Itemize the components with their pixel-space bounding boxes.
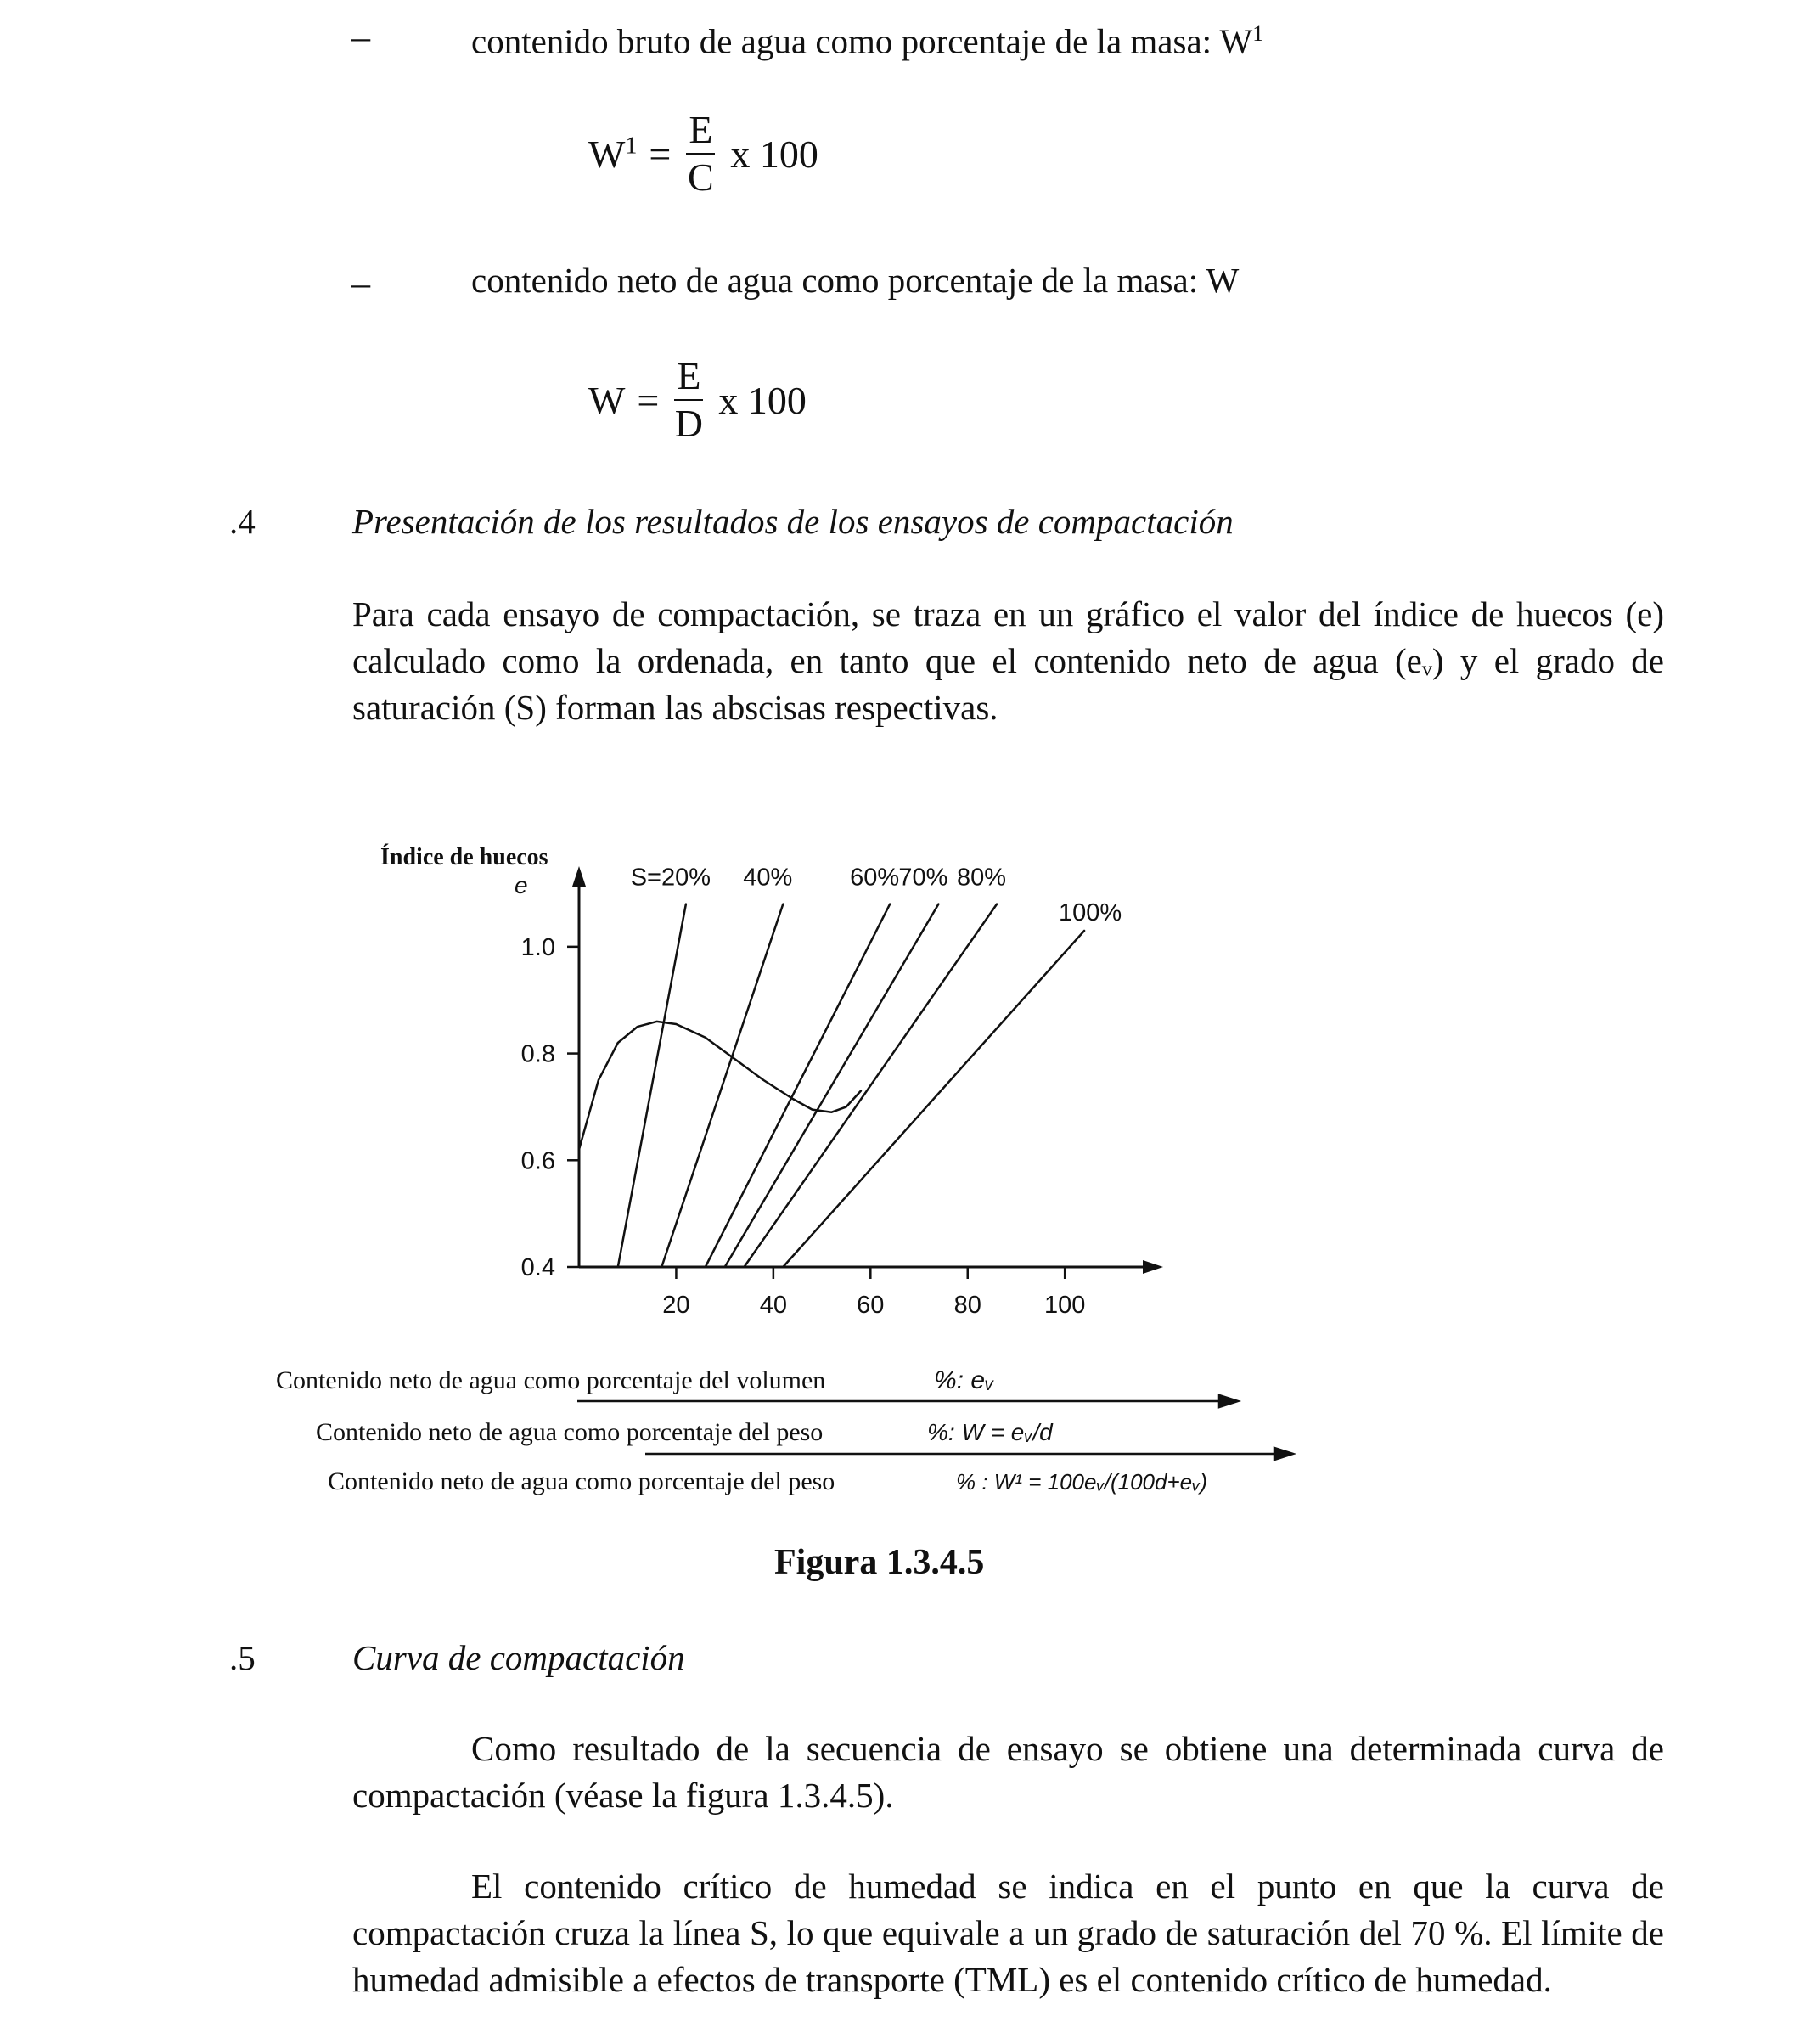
section-paragraph: El contenido crítico de humedad se indica en el punto en que la curva de compactación cruza la línea S, lo que equivale a un grado de saturación del 70 %. El límite de humedad admisible a efectos de transporte (TML) es el contenido crítico de humedad. — [352, 1867, 1664, 1999]
saturation-line-label: 80% — [957, 864, 1007, 892]
saturation-line — [783, 931, 1084, 1267]
saturation-line-label: 100% — [1059, 899, 1122, 926]
section-number: .5 — [229, 1638, 256, 1677]
axis-formula-weight: %: W = eᵥ/d — [927, 1419, 1053, 1445]
axis-legend-arrows — [0, 1350, 1805, 1512]
list-item — [471, 10, 1263, 65]
section-title: Presentación de los resultados de los ensayos de compactación — [352, 502, 1234, 541]
x-tick-label: 60 — [857, 1292, 885, 1319]
formula-sup: 1 — [625, 132, 638, 160]
x-tick-label: 100 — [1043, 1292, 1086, 1319]
saturation-line — [706, 904, 890, 1267]
y-axis-title: Índice de huecos — [380, 844, 548, 870]
section-paragraph: Como resultado de la secuencia de ensayo se obtiene una determinada curva de compactación (véase la figura 1.3.4.5). — [352, 1729, 1664, 1815]
x-tick-label: 20 — [662, 1292, 690, 1319]
figure-caption: Figura 1.3.4.5 — [774, 1543, 985, 1582]
formula-equals: = — [637, 378, 660, 422]
x-tick-label: 80 — [953, 1292, 981, 1319]
formula-fraction — [674, 354, 703, 445]
saturation-line-label: S=20% — [630, 864, 711, 892]
axis-label-weight-gross: Contenido neto de agua como porcentaje del peso — [328, 1467, 835, 1495]
fraction-bar — [674, 399, 703, 401]
y-axis-arrow — [572, 866, 586, 887]
list-item-text: contenido neto de agua como porcentaje de la masa: W — [471, 261, 1240, 300]
formula-gross-water — [588, 110, 818, 197]
formula-denominator: D — [674, 402, 703, 445]
x-tick-label: 40 — [759, 1292, 788, 1319]
axis-legend — [0, 1350, 1805, 1512]
formula-denominator: C — [688, 155, 714, 199]
fraction-bar — [686, 153, 715, 155]
bullet-dash: – — [351, 262, 370, 304]
formula-lhs: W — [588, 378, 626, 422]
axis-label-weight: Contenido neto de agua como porcentaje del peso — [316, 1418, 824, 1446]
formula-tail: x 100 — [718, 378, 807, 422]
saturation-line — [661, 904, 783, 1267]
saturation-line-label: 40% — [743, 864, 793, 892]
formula-numerator: E — [689, 108, 713, 151]
bullet-dash: – — [351, 16, 370, 58]
axis-formula-weight-gross: % : W¹ = 100eᵥ/(100d+eᵥ) — [956, 1469, 1208, 1495]
formula-net-water — [588, 354, 807, 445]
list-item-text: contenido bruto de agua como porcentaje de la masa: W — [471, 21, 1253, 61]
compaction-curve — [579, 1022, 861, 1150]
formula-numerator: E — [677, 354, 701, 397]
formula-equals: = — [649, 132, 672, 176]
list-item — [471, 256, 1239, 304]
formula-tail: x 100 — [730, 132, 818, 176]
y-axis-symbol: e — [515, 872, 528, 898]
axis-arrow-head — [1219, 1395, 1238, 1407]
section-title: Curva de compactación — [352, 1638, 685, 1677]
y-tick-label: 0.4 — [520, 1254, 555, 1281]
saturation-line — [618, 904, 686, 1267]
axis-arrow-head — [1274, 1448, 1293, 1460]
section-number: .4 — [229, 502, 256, 541]
y-tick-label: 1.0 — [520, 933, 555, 961]
superscript: 1 — [1252, 21, 1264, 46]
y-tick-label: 0.8 — [520, 1040, 555, 1068]
axis-label-volume: Contenido neto de agua como porcentaje del volumen — [276, 1366, 826, 1394]
y-tick-label: 0.6 — [520, 1147, 555, 1175]
formula-lhs: W — [588, 132, 626, 176]
saturation-line — [745, 904, 998, 1267]
saturation-line-label: 70% — [898, 864, 948, 892]
axis-formula-volume: %: eᵥ — [934, 1366, 994, 1394]
section-paragraph: Para cada ensayo de compactación, se traza en un gráfico el valor del índice de huecos (e) calculado como la ordenada, en tanto que el contenido neto de agua (eᵥ) y el grado de saturación (S) forman las abscisas respectivas. — [352, 594, 1664, 727]
x-axis-arrow — [1143, 1260, 1163, 1274]
saturation-line-label: 60% — [850, 864, 900, 892]
formula-fraction — [686, 110, 715, 197]
